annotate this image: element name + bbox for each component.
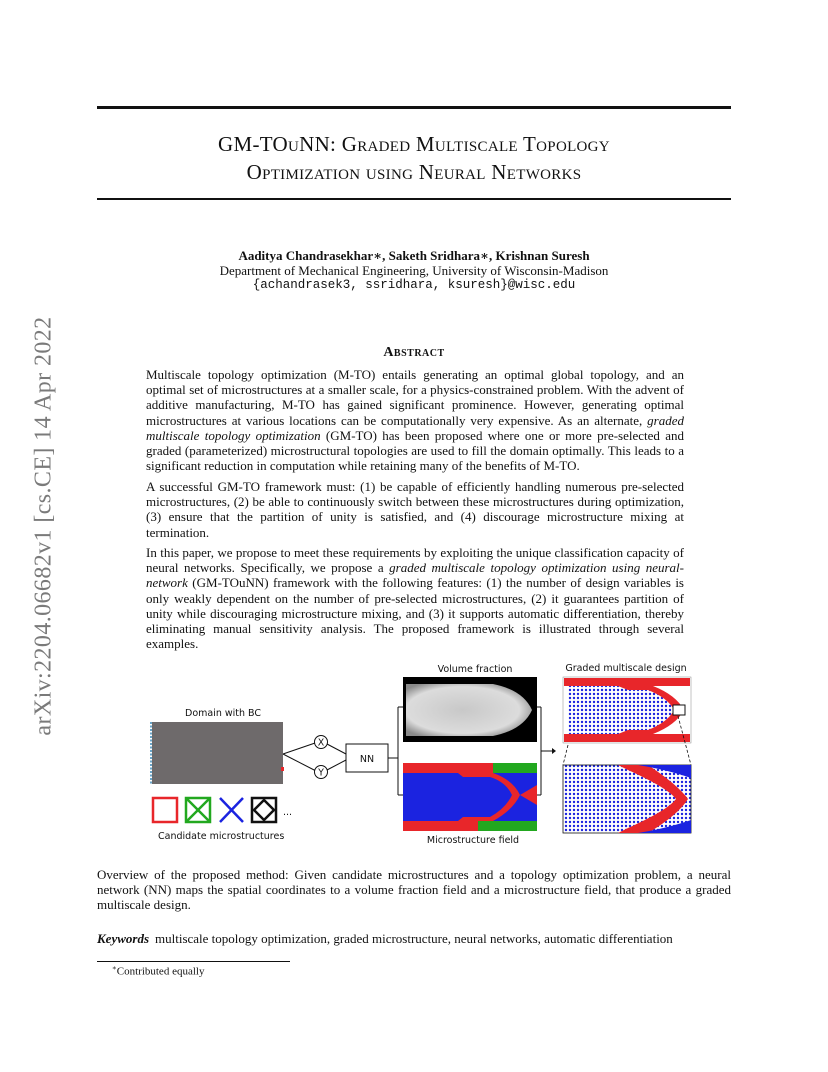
- overview-figure-svg: [148, 660, 696, 850]
- figure-caption: Overview of the proposed method: Given candidate microstructures and a topology optimization problem, a neural network (NN) maps the spatial coordinates to a volume fraction field and a microstructure field, that produce a graded multiscale design.: [97, 867, 731, 913]
- graded-design-label: Graded multiscale design: [565, 663, 687, 674]
- affiliation: Department of Mechanical Engineering, University of Wisconsin-Madison: [219, 263, 609, 278]
- design-arrowhead: [552, 748, 556, 754]
- candidate-ellipsis: ...: [283, 807, 293, 818]
- overview-figure: [148, 660, 696, 850]
- microstructure-field-label: Microstructure field: [426, 835, 520, 846]
- keywords-text: multiscale topology optimization, graded microstructure, neural networks, automatic differentiation: [155, 931, 673, 946]
- paper-title: [97, 130, 731, 186]
- title-bottom-rule: [97, 198, 731, 200]
- domain-label: Domain with BC: [185, 708, 262, 719]
- footnote: [112, 964, 204, 978]
- footnote-mark: ∗: [112, 964, 117, 972]
- paper-title-line-2: Optimization using Neural Networks: [246, 160, 582, 184]
- graded-multiscale-design: [563, 677, 691, 743]
- author-emails: {achandrasek3, ssridhara, ksuresh}@wisc.edu: [252, 278, 576, 292]
- title-top-rule: [97, 106, 731, 109]
- candidate-microstructure-1: [153, 798, 177, 822]
- candidate-microstructure-2: [186, 798, 210, 822]
- footnote-text: Contributed equally: [116, 965, 205, 978]
- arxiv-identifier: arXiv:2204.06682v1 [cs.CE] 14 Apr 2022: [30, 316, 57, 736]
- abstract-p1-emphasis: graded multiscale topology optimization: [146, 412, 684, 443]
- abstract-p3-emphasis: graded multiscale topology optimization using neural-network: [146, 560, 684, 591]
- keywords-label: Keywords: [97, 931, 149, 946]
- abstract-p1-text-b: (GM-TO) has been proposed where one or more pre-selected and graded (parameterized) microstructural topologies are used to fill the domain optimally. This leads to a significant reduction in computation while retaining many of the benefits of M-TO.: [146, 427, 685, 474]
- paper-title-line-1: GM-TOuNN: Graded Multiscale Topology: [218, 132, 610, 156]
- zoom-line-left: [563, 745, 568, 765]
- author-list: Aaditya Chandrasekhar∗, Saketh Sridhara∗, Krishnan Suresh: [238, 248, 590, 263]
- abstract-p1-text-a: Multiscale topology optimization (M-TO) entails generating an optimal global topology, and an optimal set of microstructures at a smaller scale, for a physics-constrained problem. With the advent of additive manufacturing, M-TO has gained significant prominence. However, generating optimal microstructures at various locations can be computationally very expensive. As an alternate,: [146, 367, 684, 428]
- design-domain: [152, 722, 283, 784]
- volume-fraction-field: [403, 677, 537, 742]
- input-node-y-label: Y: [318, 767, 324, 779]
- y-to-nn-line: [327, 760, 346, 770]
- footnote-rule: [97, 961, 290, 962]
- load-point: [281, 767, 284, 771]
- abstract-paragraph-3: [146, 545, 684, 651]
- candidate-microstructures-label: Candidate microstructures: [158, 831, 285, 842]
- abstract-p3-text-a: In this paper, we propose to meet these requirements by exploiting the unique classification capacity of neural networks. Specifically, we propose a: [146, 545, 684, 576]
- microstructure-field: [403, 763, 537, 831]
- abstract-paragraph-1: [146, 367, 684, 473]
- candidate-microstructure-3: [220, 798, 243, 822]
- domain-to-y-line: [283, 754, 318, 772]
- nn-label: NN: [359, 754, 375, 765]
- abstract-p3-text-b: (GM-TOuNN) framework with the following features: (1) the number of design variables is only weakly dependent on the number of pre-selected microstructures, (2) it guarantees partition of unity while discouraging microstructure mixing, and (3) it supports automatic differentiation, thereby eliminating manual sensitivity analysis. The proposed framework is illustrated through several examples.: [146, 575, 684, 652]
- graded-design-zoom: [563, 765, 691, 833]
- input-node-x-label: X: [317, 737, 325, 749]
- domain-to-x-line: [283, 742, 318, 754]
- arxiv-sidebar: [20, 296, 68, 756]
- keywords: [97, 931, 731, 947]
- candidate-microstructure-4: [252, 798, 276, 822]
- abstract-heading: Abstract: [383, 345, 445, 360]
- x-to-nn-line: [327, 744, 346, 754]
- abstract-paragraph-2: A successful GM-TO framework must: (1) be capable of efficiently handling numerous pre-selected microstructures, (2) be able to continuously switch between these microstructures during optimization, (3) ensure that the partition of unity is satisfied, and (4) discourage microstructure mixing at termination.: [146, 479, 684, 540]
- volume-fraction-label: Volume fraction: [437, 664, 513, 675]
